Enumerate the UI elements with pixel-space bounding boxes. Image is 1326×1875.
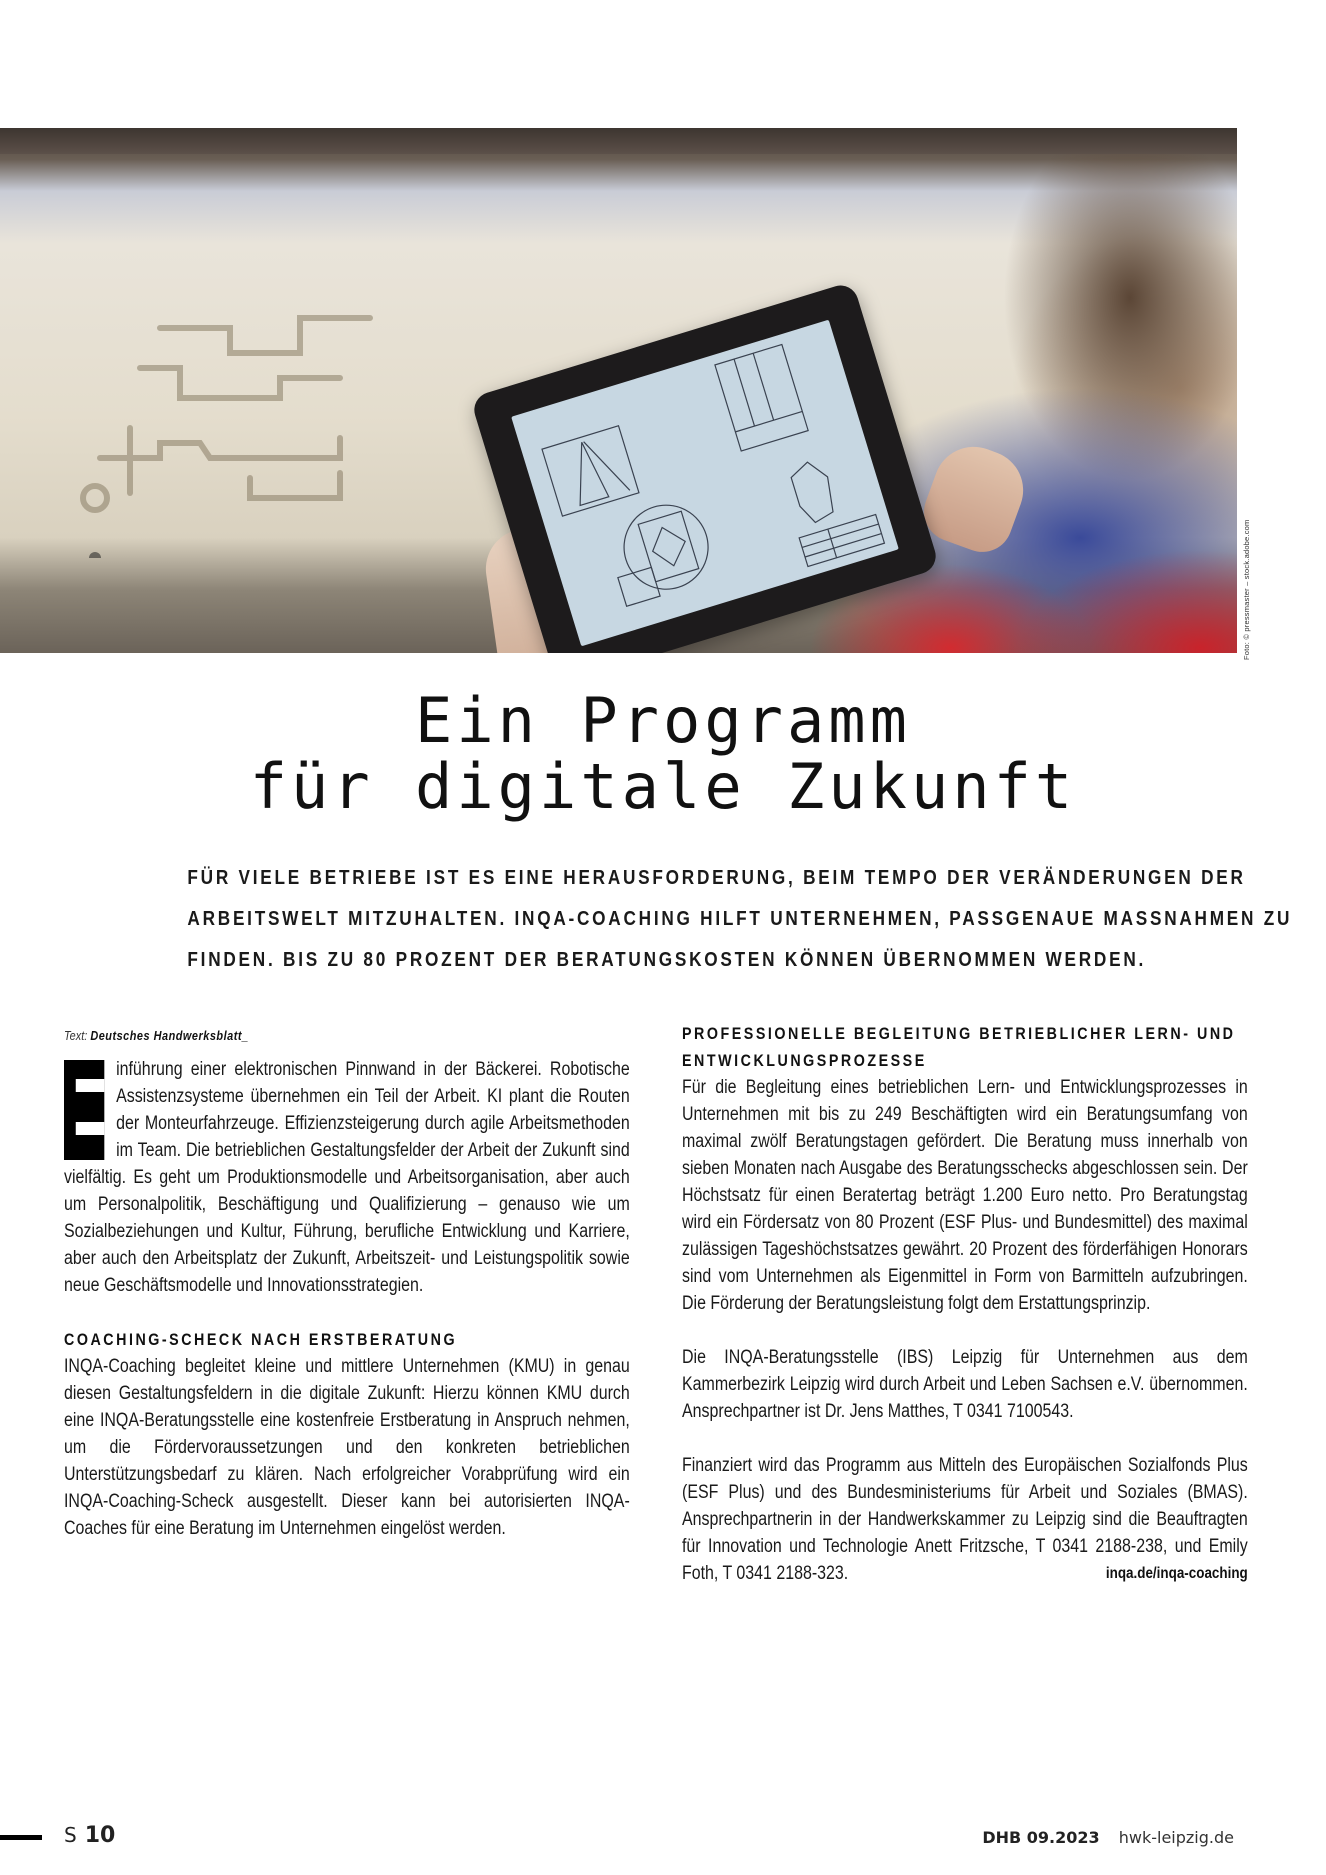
- lead-line-2: ARBEITSWELT MITZUHALTEN. INQA-COACHING HILFT UNTERNEHMEN, PASSGENAUE MASSNAHMEN ZU: [187, 908, 1293, 930]
- photo-hand-right: [916, 436, 1035, 561]
- right-column: [682, 1020, 1248, 1587]
- beratungsstelle-paragraph: Die INQA-Beratungsstelle (IBS) Leipzig für Unternehmen aus dem Kammerbezirk Leipzig wird durch Arbeit und Leben Sachsen e.V. übernommen. Ansprechpartner ist Dr. Jens Matthes, T 0341 7100543.: [682, 1347, 1248, 1422]
- inqa-coaching-link[interactable]: inqa.de/inqa-coaching: [1105, 1565, 1248, 1582]
- photo-mold-pattern: [40, 258, 460, 558]
- byline-label: Text:: [64, 1028, 88, 1043]
- dropcap-e: [64, 1060, 104, 1160]
- title-line-2: für digitale Zukunft: [249, 750, 1077, 823]
- left-column: [64, 1020, 630, 1542]
- finanzierung-paragraph: Finanziert wird das Programm aus Mitteln des Europäischen Sozialfonds Plus (ESF Plus) und des Bundesministeriums für Arbeit und Soziales (BMAS). Ansprechpartnerin in der Handwerkskammer zu Leipzig sind die Beauftragten für Innovation und Technologie Anett Fritzsche, T 0341 2188-238, und Emily Foth, T 0341 2188-323.: [682, 1455, 1248, 1584]
- website-link[interactable]: hwk-leipzig.de: [1118, 1828, 1234, 1847]
- lead-line-1: FÜR VIELE BETRIEBE IST ES EINE HERAUSFORDERUNG, BEIM TEMPO DER VERÄNDERUNGEN DER: [187, 867, 1246, 889]
- footer-rule: [0, 1835, 42, 1840]
- intro-paragraph: inführung einer elektronischen Pinnwand in der Bäckerei. Robotische Assistenzsysteme übernehmen ein Teil der Arbeit. KI plant die Routen der Monteurfahrzeuge. Effizienzsteigerung durch agile Arbeitsmethoden im Team. Die betrieblichen Gestaltungsfelder der Arbeit der Zukunft sind vielfältig. Es geht um Produktionsmodelle und Arbeitsorganisation, aber auch um Personalpolitik, Beschäftigung und Qualifizierung – genauso wie um Sozialbeziehungen und Kultur, Führung, berufliche Entwicklung und Karriere, aber auch den Arbeitsplatz der Zukunft, Arbeitszeit- und Leistungspolitik sowie neue Geschäftsmodelle und Innovationsstrategien.: [64, 1059, 630, 1296]
- photo-credit: Foto: © pressmaster – stock.adobe.com: [1242, 519, 1251, 660]
- page-number-value: 10: [84, 1823, 116, 1848]
- page-number: [64, 1823, 115, 1848]
- tablet-screen: [511, 320, 899, 647]
- lead-line-3: FINDEN. BIS ZU 80 PROZENT DER BERATUNGSKOSTEN KÖNNEN ÜBERNOMMEN WERDEN.: [187, 949, 1147, 971]
- issue-label: DHB 09.2023: [982, 1828, 1100, 1847]
- footer-meta: [982, 1828, 1234, 1847]
- page-prefix: S: [64, 1823, 77, 1847]
- byline: [64, 1022, 630, 1056]
- technical-drawing-icon: [511, 320, 899, 647]
- page-title: [0, 684, 1326, 823]
- begleitung-paragraph: Für die Begleitung eines betrieblichen Lern- und Entwicklungsprozesses in Unternehmen mit bis zu 249 Beschäftigten wird ein Beratungsumfang von maximal zwölf Beratungstagen gefördert. Die Beratung muss innerhalb von sieben Monaten nach Ausgabe des Beratungsschecks abgeschlossen sein. Der Höchstsatz für einen Beratertag beträgt 1.200 Euro netto. Pro Beratungstag wird ein Fördersatz von 80 Prozent (ESF Plus- und Bundesmittel) des maximal zulässigen Tageshöchstsatzes gewährt. 20 Prozent des förderfähigen Honorars sind vom Unternehmen als Eigenmittel in Form von Barmitteln aufzubringen. Die Förderung der Beratungsleistung folgt dem Erstattungsprinzip.: [682, 1077, 1248, 1314]
- photo-background-wall: [0, 128, 1237, 154]
- hero-photo: [0, 128, 1237, 653]
- photo-tablet: [470, 281, 940, 653]
- lead-paragraph: [187, 858, 1293, 981]
- coaching-scheck-paragraph: INQA-Coaching begleitet kleine und mittlere Unternehmen (KMU) in genau diesen Gestaltungsfeldern in die digitale Zukunft: Hierzu können KMU durch eine INQA-Beratungsstelle eine kostenfreie Erstberatung in Anspruch nehmen, um die Fördervoraussetzungen und den konkreten betrieblichen Unterstützungsbedarf zu klären. Nach erfolgreicher Vorabprüfung wird ein INQA-Coaching-Scheck ausgestellt. Dieser kann bei autorisierten INQA-Coaches für eine Beratung im Unternehmen eingelöst werden.: [64, 1356, 630, 1539]
- section-heading-begleitung: PROFESSIONELLE BEGLEITUNG BETRIEBLICHER LERN- UND ENTWICKLUNGSPROZESSE: [682, 1024, 1236, 1070]
- byline-author: Deutsches Handwerksblatt_: [90, 1028, 249, 1043]
- title-line-1: Ein Programm: [415, 684, 911, 757]
- section-heading-coaching-scheck: COACHING-SCHECK NACH ERSTBERATUNG: [64, 1330, 458, 1349]
